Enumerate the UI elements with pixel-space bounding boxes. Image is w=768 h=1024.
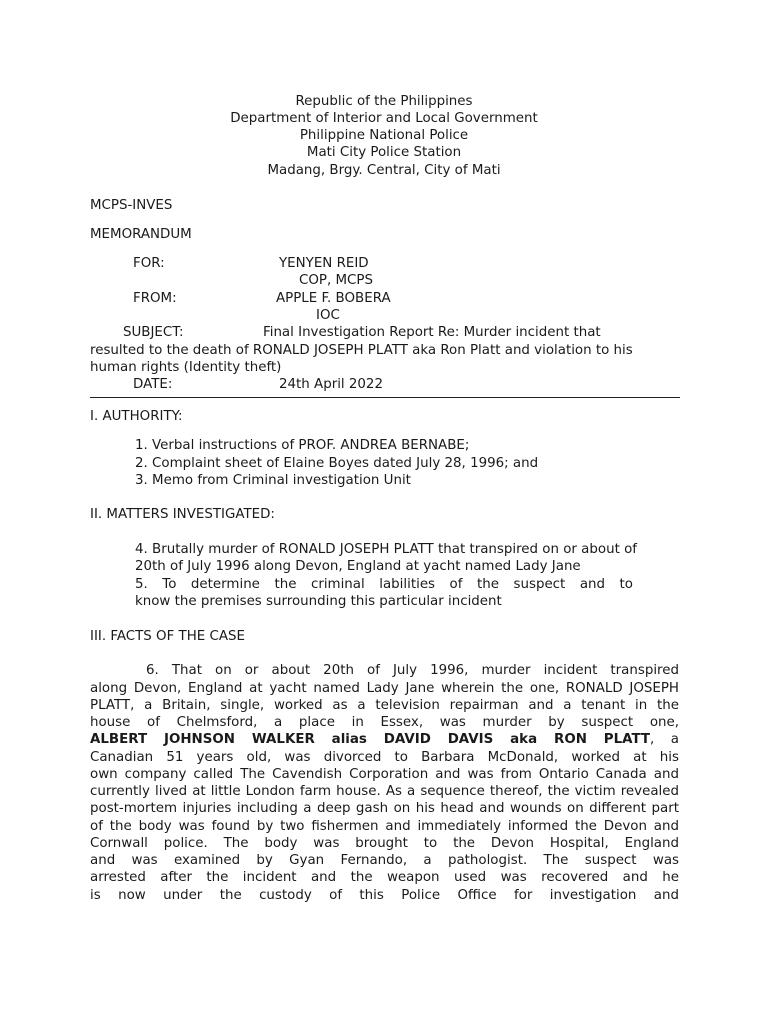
facts-line-3: PLATT, a Britain, single, worked as a television repairman and a tenant in the bbox=[90, 698, 679, 713]
subject-line-3: human rights (Identity theft) bbox=[90, 360, 282, 375]
header-pnp: Philippine National Police bbox=[299, 128, 469, 143]
header-station: Mati City Police Station bbox=[306, 145, 462, 160]
facts-line-10: of the body was found by two fishermen and immediately informed the Devon and bbox=[90, 819, 679, 834]
header-divider bbox=[90, 397, 680, 398]
suspect-name-tail: , a bbox=[650, 732, 679, 747]
authority-item-3: 3. Memo from Criminal investigation Unit bbox=[135, 473, 411, 488]
for-name: YENYEN REID bbox=[279, 256, 369, 271]
subject-line-1: Final Investigation Report Re: Murder incident that bbox=[263, 325, 601, 340]
facts-line-9: post-mortem injuries including a deep gash on his head and wounds on different part bbox=[90, 801, 679, 816]
facts-line-5 bbox=[90, 731, 679, 748]
for-label: FOR: bbox=[133, 256, 165, 271]
facts-line-2: along Devon, England at yacht named Lady Jane wherein the one, RONALD JOSEPH bbox=[90, 681, 679, 696]
from-label: FROM: bbox=[133, 291, 177, 306]
date-value: 24th April 2022 bbox=[279, 377, 383, 392]
suspect-name: ALBERT JOHNSON WALKER alias DAVID DAVIS aka RON PLATT bbox=[90, 732, 651, 747]
facts-line-12: and was examined by Gyan Fernando, a pathologist. The suspect was bbox=[90, 853, 679, 868]
matters-item-4-line-1: 4. Brutally murder of RONALD JOSEPH PLATT that transpired on or about of bbox=[135, 542, 637, 557]
facts-line-8: currently lived at little London farm house. As a sequence thereof, the victim revealed bbox=[90, 784, 679, 799]
reference-code: MCPS-INVES bbox=[90, 198, 173, 213]
for-position: COP, MCPS bbox=[299, 273, 373, 288]
facts-line-4: house of Chelmsford, a place in Essex, was murder by suspect one, bbox=[90, 715, 679, 730]
matters-item-5-line-1: 5. To determine the criminal labilities of the suspect and to bbox=[135, 577, 633, 592]
facts-line-13: arrested after the incident and the weapon used was recovered and he bbox=[90, 870, 679, 885]
facts-line-1: 6. That on or about 20th of July 1996, murder incident transpired bbox=[146, 663, 679, 678]
facts-line-11: Cornwall police. The body was brought to the Devon Hospital, England bbox=[90, 836, 679, 851]
from-name: APPLE F. BOBERA bbox=[276, 291, 391, 306]
subject-label: SUBJECT: bbox=[123, 325, 184, 340]
header-department: Department of Interior and Local Government bbox=[230, 111, 538, 126]
facts-line-7: own company called The Cavendish Corporation and was from Ontario Canada and bbox=[90, 767, 679, 782]
header-republic: Republic of the Philippines bbox=[295, 94, 473, 109]
matters-heading: II. MATTERS INVESTIGATED: bbox=[90, 507, 275, 522]
authority-item-2: 2. Complaint sheet of Elaine Boyes dated July 28, 1996; and bbox=[135, 456, 539, 471]
authority-heading: I. AUTHORITY: bbox=[90, 409, 183, 424]
memo-title: MEMORANDUM bbox=[90, 227, 192, 242]
authority-item-1: 1. Verbal instructions of PROF. ANDREA BERNABE; bbox=[135, 438, 470, 453]
from-position: IOC bbox=[316, 308, 340, 323]
matters-item-5-line-2: know the premises surrounding this particular incident bbox=[135, 594, 502, 609]
matters-item-4-line-2: 20th of July 1996 along Devon, England at yacht named Lady Jane bbox=[135, 559, 581, 574]
subject-line-2: resulted to the death of RONALD JOSEPH PLATT aka Ron Platt and violation to his bbox=[90, 343, 633, 358]
date-label: DATE: bbox=[133, 377, 173, 392]
facts-line-14: is now under the custody of this Police Office for investigation and bbox=[90, 888, 679, 903]
facts-heading: III. FACTS OF THE CASE bbox=[90, 629, 245, 644]
header-address: Madang, Brgy. Central, City of Mati bbox=[267, 163, 501, 178]
facts-line-6: Canadian 51 years old, was divorced to Barbara McDonald, worked at his bbox=[90, 750, 679, 765]
